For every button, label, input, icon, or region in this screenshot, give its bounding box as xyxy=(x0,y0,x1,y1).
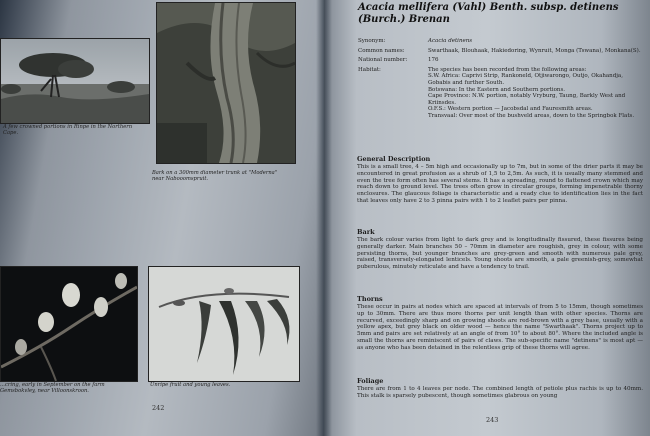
habitat-value xyxy=(428,67,643,120)
habitat-line: Botswana: In the Eastern and Southern portions. xyxy=(428,86,566,93)
national-number-label: National number: xyxy=(358,57,408,64)
species-title-line1: Acacia mellifera (Vahl) Benth. subsp. detinens xyxy=(358,2,619,13)
national-number-value: 176 xyxy=(428,57,439,64)
bark-text: The bark colour varies from light to dark grey and is longitudinally fissured, these fissures being generally darker. Main branches 50 – 70mm in diameter are roughish, grey in colour, with some persisting thorns, but younger branches are grey-green and smooth with numerous pale grey, raised, transversely-elongated lenticels. Young shoots are smooth, a pale greenish-grey, somewhat puberulous, minutely reticulate and have a tendency to trail. xyxy=(357,237,643,271)
foliage-heading: Foliage xyxy=(357,377,384,385)
species-fields xyxy=(358,38,643,123)
general-description-text: This is a small tree, 4 – 5m high and occasionally up to 7m, but in some of the drier parts it may be encountered in great profusion as a shrub of 1,5 to 2,5m. As such, it is usually many stemmed and even the tree form often has several stems. It has a spreading, round to flattened crown which may reach down to ground level. The trees often grow in circular groups, forming impenetrable thorny enclosures. The glaucous foliage is characteristic and a ready clue to identification lies in the fact that leaves only have 2 to 3 pinna pairs with 1 to 2 leaflet pairs per pinna. xyxy=(357,164,643,204)
thorns-text: These occur in pairs at nodes which are spaced at intervals of from 5 to 15mm, though sometimes up to 30mm. There are thus more thorns per unit length than with other species. Thorns are recurved, exceedingly sharp and on growing shoots are red-brown with a grey base, usually with a yellow apex, but grey black on older wood — hence the name "Swarthaak". Thorns project up to 5mm and pairs are set relatively at an angle of from 10° to about 80°. Where the included angle is small the thorns are reminiscent of pairs of claws. The sub-specific name "detinens" is most apt — as anyone who has been detained in the relentless grip of these thorns will agree. xyxy=(357,304,643,351)
bark-heading: Bark xyxy=(357,228,375,236)
foliage-section xyxy=(357,377,643,400)
general-description-heading: General Description xyxy=(357,155,431,163)
foliage-text: There are from 1 to 4 leaves per node. The combined length of petiole plus rachis is up to 40mm. This stalk is sparsely pubescent, though sometimes glabrous on young xyxy=(357,386,643,399)
common-names-row xyxy=(358,48,643,55)
caption-landscape: A few crowned portions in Rinpe in the Northern Cape. xyxy=(3,124,133,136)
general-description-section xyxy=(357,155,643,205)
synonym-value: Acacia detinens xyxy=(428,38,473,44)
habitat-line: Cape Province: N.W. portion, notably Vryburg, Taung, Barkly West and Kriinsdes. xyxy=(428,93,626,106)
photo-bark-trunk xyxy=(156,2,296,164)
habitat-label: Habitat: xyxy=(358,66,381,73)
photo-flowering-branch xyxy=(0,266,138,382)
synonym-label: Synonym: xyxy=(358,38,386,44)
national-number-row xyxy=(358,57,643,64)
caption-bark: Bark on a 300mm diameter trunk at "Moderna" near Nabooomspruit. xyxy=(152,170,278,182)
left-page-number: 242 xyxy=(152,404,165,412)
habitat-intro: The species has been recorded from the following areas: xyxy=(428,66,587,73)
caption-fruit: Unripe fruit and young leaves. xyxy=(150,382,231,388)
habitat-line: S.W. Africa: Caprivi Strip, Rankoneld, Otjiwarongo, Outjo, Okahandja, Gobabis and further South. xyxy=(428,73,623,86)
species-title-line2: (Burch.) Brenan xyxy=(358,14,450,25)
left-page xyxy=(0,0,324,436)
bark-section xyxy=(357,228,643,271)
habitat-row xyxy=(358,67,643,120)
photo-acacia-landscape xyxy=(0,38,150,124)
habitat-line: O.F.S.: Western portion — Jacobsdal and Fauresmith areas. xyxy=(428,106,593,113)
caption-flowering: ...cring, early in September on the farm Gemsbokvley, near Villoonskroon. xyxy=(0,382,105,394)
right-page-number: 243 xyxy=(486,416,499,424)
photo-unripe-fruit xyxy=(148,266,300,382)
book-gutter xyxy=(316,0,332,436)
species-title xyxy=(358,2,644,26)
habitat-line: Transvaal: Over most of the bushveld areas, down to the Springbok Flats. xyxy=(428,112,635,119)
common-names-label: Common names: xyxy=(358,47,405,54)
thorns-heading: Thorns xyxy=(357,295,383,303)
synonym-row xyxy=(358,38,643,45)
thorns-section xyxy=(357,295,643,352)
common-names-value: Swarthaak, Blouhaak, Hakiedoring, Wynruit, Monga (Tswana), Monkana(S). xyxy=(428,47,641,54)
